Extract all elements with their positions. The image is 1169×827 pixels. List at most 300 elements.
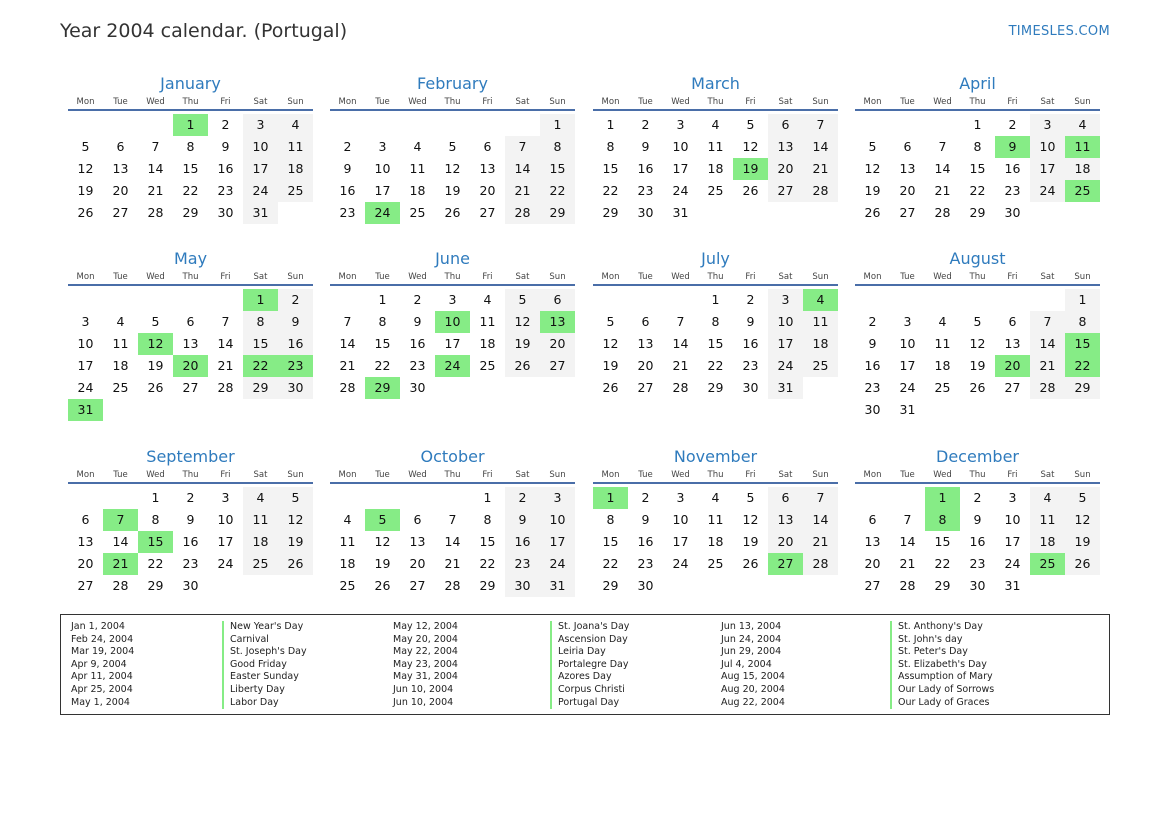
day-cell: 14 [147, 161, 164, 176]
holiday-name: St. John's day [890, 634, 994, 647]
day-cell: 10 [217, 512, 234, 527]
day-cell: 27 [768, 180, 803, 202]
day-cell: 14 [112, 534, 129, 549]
weekday-label: Sun [549, 272, 566, 282]
empty-cell [960, 289, 995, 311]
day-cell: 5 [278, 487, 313, 509]
day-cell: 31 [243, 202, 278, 224]
day-grid [68, 487, 313, 597]
month-name: April [959, 74, 996, 93]
day-cell: 8 [151, 512, 160, 527]
day-cell: 2 [278, 289, 313, 311]
day-cell: 6 [641, 314, 650, 329]
holiday-day-cell: 15 [1065, 333, 1100, 355]
day-cell: 4 [711, 490, 720, 505]
weekday-label: Wed [408, 470, 427, 480]
day-cell: 18 [479, 336, 496, 351]
holiday-list [60, 614, 1110, 715]
day-cell: 24 [899, 380, 916, 395]
day-cell: 3 [243, 114, 278, 136]
day-cell: 16 [339, 183, 356, 198]
day-cell: 20 [479, 183, 496, 198]
weekday-label: Wed [933, 470, 952, 480]
day-grid [593, 487, 838, 597]
day-cell: 5 [973, 314, 982, 329]
day-cell: 30 [969, 578, 986, 593]
day-cell: 2 [505, 487, 540, 509]
month-september [68, 446, 313, 597]
weekday-label: Fri [482, 470, 493, 480]
day-cell: 16 [278, 333, 313, 355]
holiday-name: Portalegre Day [550, 659, 629, 672]
empty-cell [925, 289, 960, 311]
day-cell: 11 [707, 139, 724, 154]
day-cell: 30 [505, 575, 540, 597]
day-cell: 15 [182, 161, 199, 176]
weekday-label: Fri [220, 470, 231, 480]
day-cell: 19 [864, 183, 881, 198]
day-cell: 1 [1065, 289, 1100, 311]
holiday-name: Azores Day [550, 671, 629, 684]
empty-cell [855, 289, 890, 311]
empty-cell [365, 487, 400, 509]
day-cell: 21 [803, 158, 838, 180]
day-cell: 31 [899, 402, 916, 417]
day-cell: 26 [602, 380, 619, 395]
holiday-name: St. Anthony's Day [890, 621, 994, 634]
day-cell: 12 [969, 336, 986, 351]
day-cell: 2 [186, 490, 195, 505]
day-cell: 18 [409, 183, 426, 198]
day-cell: 30 [637, 578, 654, 593]
day-cell: 22 [707, 358, 724, 373]
weekday-label: Fri [220, 97, 231, 107]
day-grid [855, 114, 1100, 224]
day-cell: 10 [672, 512, 689, 527]
day-cell: 27 [479, 205, 496, 220]
holiday-dates-column [721, 621, 785, 709]
day-cell: 15 [374, 336, 391, 351]
day-cell: 17 [217, 534, 234, 549]
month-name: February [417, 74, 488, 93]
day-cell: 19 [77, 183, 94, 198]
day-cell: 7 [903, 512, 912, 527]
weekday-label: Sat [515, 97, 530, 107]
holiday-day-cell: 23 [278, 355, 313, 377]
day-cell: 1 [973, 117, 982, 132]
day-cell: 31 [540, 575, 575, 597]
day-cell: 18 [707, 534, 724, 549]
weekday-label: Mon [601, 470, 620, 480]
day-cell: 28 [934, 205, 951, 220]
month-name: January [160, 74, 221, 93]
weekday-label: Fri [745, 97, 756, 107]
empty-cell [103, 289, 138, 311]
weekday-label: Mon [338, 470, 357, 480]
day-cell: 25 [409, 205, 426, 220]
day-cell: 6 [768, 114, 803, 136]
day-grid [593, 114, 838, 224]
day-cell: 18 [707, 161, 724, 176]
weekday-label: Wed [408, 272, 427, 282]
day-cell: 13 [864, 534, 881, 549]
month-name: July [701, 249, 730, 268]
day-cell: 21 [217, 358, 234, 373]
day-cell: 9 [221, 139, 230, 154]
day-cell: 16 [637, 534, 654, 549]
day-cell: 11 [803, 311, 838, 333]
day-cell: 15 [243, 333, 278, 355]
weekday-header [593, 468, 838, 484]
day-cell: 10 [1004, 512, 1021, 527]
weekday-label: Mon [863, 272, 882, 282]
day-cell: 23 [505, 553, 540, 575]
weekday-label: Fri [482, 97, 493, 107]
empty-cell [365, 114, 400, 136]
day-cell: 14 [803, 136, 838, 158]
day-cell: 13 [768, 509, 803, 531]
weekday-label: Sun [287, 470, 304, 480]
weekday-label: Sat [1040, 272, 1055, 282]
day-cell: 4 [1030, 487, 1065, 509]
day-cell: 30 [217, 205, 234, 220]
holiday-name: St. Joana's Day [550, 621, 629, 634]
weekday-label: Mon [338, 272, 357, 282]
day-cell: 22 [602, 183, 619, 198]
day-cell: 1 [378, 292, 387, 307]
day-cell: 5 [448, 139, 457, 154]
day-cell: 3 [378, 139, 387, 154]
day-cell: 24 [672, 183, 689, 198]
day-cell: 4 [711, 117, 720, 132]
day-cell: 13 [1004, 336, 1021, 351]
day-cell: 16 [182, 534, 199, 549]
day-cell: 30 [182, 578, 199, 593]
day-cell: 13 [637, 336, 654, 351]
holiday-day-cell: 31 [68, 399, 103, 421]
day-grid [855, 487, 1100, 597]
holiday-date: May 12, 2004 [393, 621, 458, 632]
holiday-name: Liberty Day [222, 684, 307, 697]
month-name: September [146, 447, 235, 466]
day-cell: 6 [413, 512, 422, 527]
day-cell: 27 [540, 355, 575, 377]
day-cell: 24 [768, 355, 803, 377]
holiday-day-cell: 11 [1065, 136, 1100, 158]
day-cell: 23 [409, 358, 426, 373]
day-cell: 29 [182, 205, 199, 220]
holiday-date: Jun 24, 2004 [721, 633, 782, 645]
day-cell: 6 [768, 487, 803, 509]
month-january [68, 73, 313, 224]
day-cell: 17 [77, 358, 94, 373]
day-cell: 16 [742, 336, 759, 351]
day-cell: 2 [1008, 117, 1017, 132]
day-cell: 28 [803, 553, 838, 575]
empty-cell [470, 114, 505, 136]
day-cell: 12 [602, 336, 619, 351]
holiday-day-cell: 25 [1065, 180, 1100, 202]
day-cell: 8 [186, 139, 195, 154]
holiday-date: Jun 10, 2004 [393, 696, 454, 708]
day-cell: 17 [540, 531, 575, 553]
day-cell: 10 [672, 139, 689, 154]
day-cell: 24 [1030, 180, 1065, 202]
day-cell: 30 [409, 380, 426, 395]
day-cell: 9 [973, 512, 982, 527]
holiday-date: Mar 19, 2004 [71, 646, 135, 658]
weekday-header [68, 468, 313, 484]
day-cell: 23 [864, 380, 881, 395]
day-cell: 19 [278, 531, 313, 553]
day-cell: 16 [969, 534, 986, 549]
day-cell: 3 [81, 314, 90, 329]
day-cell: 30 [742, 380, 759, 395]
holiday-date: Apr 11, 2004 [71, 671, 133, 683]
holiday-day-cell: 20 [173, 355, 208, 377]
day-cell: 22 [374, 358, 391, 373]
day-cell: 19 [147, 358, 164, 373]
weekday-label: Sat [515, 470, 530, 480]
day-cell: 29 [540, 202, 575, 224]
day-cell: 15 [602, 534, 619, 549]
holiday-name: Leiria Day [550, 646, 629, 659]
day-cell: 6 [81, 512, 90, 527]
holiday-date: Feb 24, 2004 [71, 633, 134, 645]
day-cell: 28 [672, 380, 689, 395]
day-cell: 22 [969, 183, 986, 198]
day-cell: 24 [540, 553, 575, 575]
day-cell: 5 [1065, 487, 1100, 509]
weekday-label: Sun [549, 97, 566, 107]
day-cell: 12 [278, 509, 313, 531]
day-cell: 8 [540, 136, 575, 158]
day-cell: 9 [413, 314, 422, 329]
weekday-label: Tue [113, 272, 128, 282]
day-cell: 3 [768, 289, 803, 311]
day-cell: 2 [221, 117, 230, 132]
day-cell: 21 [899, 556, 916, 571]
weekday-label: Fri [1007, 272, 1018, 282]
day-cell: 19 [742, 534, 759, 549]
day-cell: 25 [278, 180, 313, 202]
day-cell: 29 [479, 578, 496, 593]
day-cell: 20 [899, 183, 916, 198]
day-cell: 27 [182, 380, 199, 395]
day-cell: 20 [112, 183, 129, 198]
day-cell: 23 [339, 205, 356, 220]
day-cell: 11 [707, 512, 724, 527]
month-name: May [173, 249, 208, 268]
day-cell: 26 [969, 380, 986, 395]
day-cell: 29 [934, 578, 951, 593]
holiday-name: Corpus Christi [550, 684, 629, 697]
day-cell: 16 [505, 531, 540, 553]
holiday-day-cell: 1 [173, 114, 208, 136]
holiday-name: Portugal Day [550, 697, 629, 710]
day-cell: 31 [1004, 578, 1021, 593]
day-cell: 2 [746, 292, 755, 307]
day-cell: 1 [540, 114, 575, 136]
day-cell: 14 [899, 534, 916, 549]
day-cell: 23 [217, 183, 234, 198]
day-cell: 22 [479, 556, 496, 571]
day-cell: 27 [112, 205, 129, 220]
site-link[interactable]: TIMESLES.COM [1008, 24, 1110, 39]
month-name: October [420, 447, 485, 466]
day-cell: 5 [505, 289, 540, 311]
day-cell: 27 [77, 578, 94, 593]
holiday-date: Apr 9, 2004 [71, 658, 127, 670]
day-cell: 17 [444, 336, 461, 351]
day-cell: 12 [742, 139, 759, 154]
day-cell: 27 [637, 380, 654, 395]
day-grid [593, 289, 838, 399]
weekday-label: Thu [444, 470, 461, 480]
weekday-label: Sun [287, 97, 304, 107]
day-cell: 5 [151, 314, 160, 329]
month-may [68, 248, 313, 421]
day-cell: 8 [606, 139, 615, 154]
holiday-day-cell: 8 [925, 509, 960, 531]
weekday-label: Wed [671, 97, 690, 107]
holiday-name: Our Lady of Sorrows [890, 684, 994, 697]
day-cell: 7 [505, 136, 540, 158]
empty-cell [663, 289, 698, 311]
day-cell: 7 [676, 314, 685, 329]
day-cell: 29 [602, 578, 619, 593]
day-cell: 4 [343, 512, 352, 527]
empty-cell [925, 114, 960, 136]
empty-cell [995, 289, 1030, 311]
weekday-label: Sun [812, 97, 829, 107]
holiday-day-cell: 25 [1030, 553, 1065, 575]
day-cell: 3 [1008, 490, 1017, 505]
holiday-day-cell: 19 [733, 158, 768, 180]
day-cell: 8 [378, 314, 387, 329]
day-cell: 28 [803, 180, 838, 202]
day-cell: 17 [374, 183, 391, 198]
day-cell: 30 [1004, 205, 1021, 220]
empty-cell [68, 114, 103, 136]
holiday-day-cell: 15 [138, 531, 173, 553]
day-cell: 11 [112, 336, 129, 351]
day-cell: 11 [243, 509, 278, 531]
day-cell: 14 [505, 158, 540, 180]
holiday-date: Aug 22, 2004 [721, 696, 785, 708]
holiday-name: New Year's Day [222, 621, 307, 634]
weekday-label: Thu [969, 470, 986, 480]
day-cell: 28 [112, 578, 129, 593]
empty-cell [208, 289, 243, 311]
day-cell: 6 [483, 139, 492, 154]
weekday-header [330, 270, 575, 286]
day-cell: 19 [969, 358, 986, 373]
day-cell: 10 [374, 161, 391, 176]
day-cell: 9 [505, 509, 540, 531]
holiday-date: May 20, 2004 [393, 633, 458, 645]
day-cell: 11 [1030, 509, 1065, 531]
weekday-label: Tue [375, 272, 390, 282]
weekday-label: Wed [146, 470, 165, 480]
day-cell: 28 [339, 380, 356, 395]
weekday-label: Sat [253, 470, 268, 480]
empty-cell [593, 289, 628, 311]
day-cell: 23 [969, 556, 986, 571]
day-cell: 9 [746, 314, 755, 329]
day-cell: 23 [637, 183, 654, 198]
weekday-header [855, 270, 1100, 286]
empty-cell [1030, 289, 1065, 311]
day-cell: 26 [505, 355, 540, 377]
day-cell: 25 [707, 556, 724, 571]
day-cell: 21 [1030, 355, 1065, 377]
weekday-label: Wed [933, 272, 952, 282]
holiday-date: May 23, 2004 [393, 658, 458, 670]
day-cell: 26 [742, 183, 759, 198]
day-cell: 12 [77, 161, 94, 176]
day-cell: 8 [711, 314, 720, 329]
day-cell: 27 [864, 578, 881, 593]
day-cell: 12 [374, 534, 391, 549]
day-cell: 11 [339, 534, 356, 549]
holiday-name: Carnival [222, 634, 307, 647]
holiday-dates-column [71, 621, 134, 709]
day-cell: 26 [278, 553, 313, 575]
holiday-names-column [222, 621, 307, 709]
day-cell: 26 [374, 578, 391, 593]
day-cell: 11 [278, 136, 313, 158]
weekday-label: Sat [1040, 470, 1055, 480]
day-cell: 31 [672, 205, 689, 220]
month-february [330, 73, 575, 224]
month-october [330, 446, 575, 597]
day-cell: 29 [707, 380, 724, 395]
day-cell: 28 [1030, 377, 1065, 399]
day-cell: 11 [479, 314, 496, 329]
day-cell: 26 [77, 205, 94, 220]
day-cell: 17 [1004, 534, 1021, 549]
day-cell: 6 [186, 314, 195, 329]
day-cell: 19 [505, 333, 540, 355]
holiday-dates-column [393, 621, 458, 709]
weekday-label: Tue [375, 470, 390, 480]
day-cell: 14 [934, 161, 951, 176]
day-cell: 20 [864, 556, 881, 571]
day-cell: 3 [1030, 114, 1065, 136]
day-cell: 14 [339, 336, 356, 351]
holiday-day-cell: 29 [365, 377, 400, 399]
weekday-label: Thu [182, 272, 199, 282]
weekday-label: Fri [482, 272, 493, 282]
day-cell: 31 [768, 377, 803, 399]
day-cell: 17 [1030, 158, 1065, 180]
day-cell: 4 [278, 114, 313, 136]
day-cell: 1 [151, 490, 160, 505]
day-cell: 21 [505, 180, 540, 202]
day-cell: 25 [243, 553, 278, 575]
weekday-label: Mon [863, 97, 882, 107]
day-cell: 3 [221, 490, 230, 505]
day-cell: 24 [1004, 556, 1021, 571]
day-cell: 25 [934, 380, 951, 395]
day-cell: 9 [278, 311, 313, 333]
weekday-label: Thu [707, 97, 724, 107]
month-april [855, 73, 1100, 224]
weekday-label: Thu [707, 470, 724, 480]
day-cell: 19 [602, 358, 619, 373]
holiday-day-cell: 22 [243, 355, 278, 377]
